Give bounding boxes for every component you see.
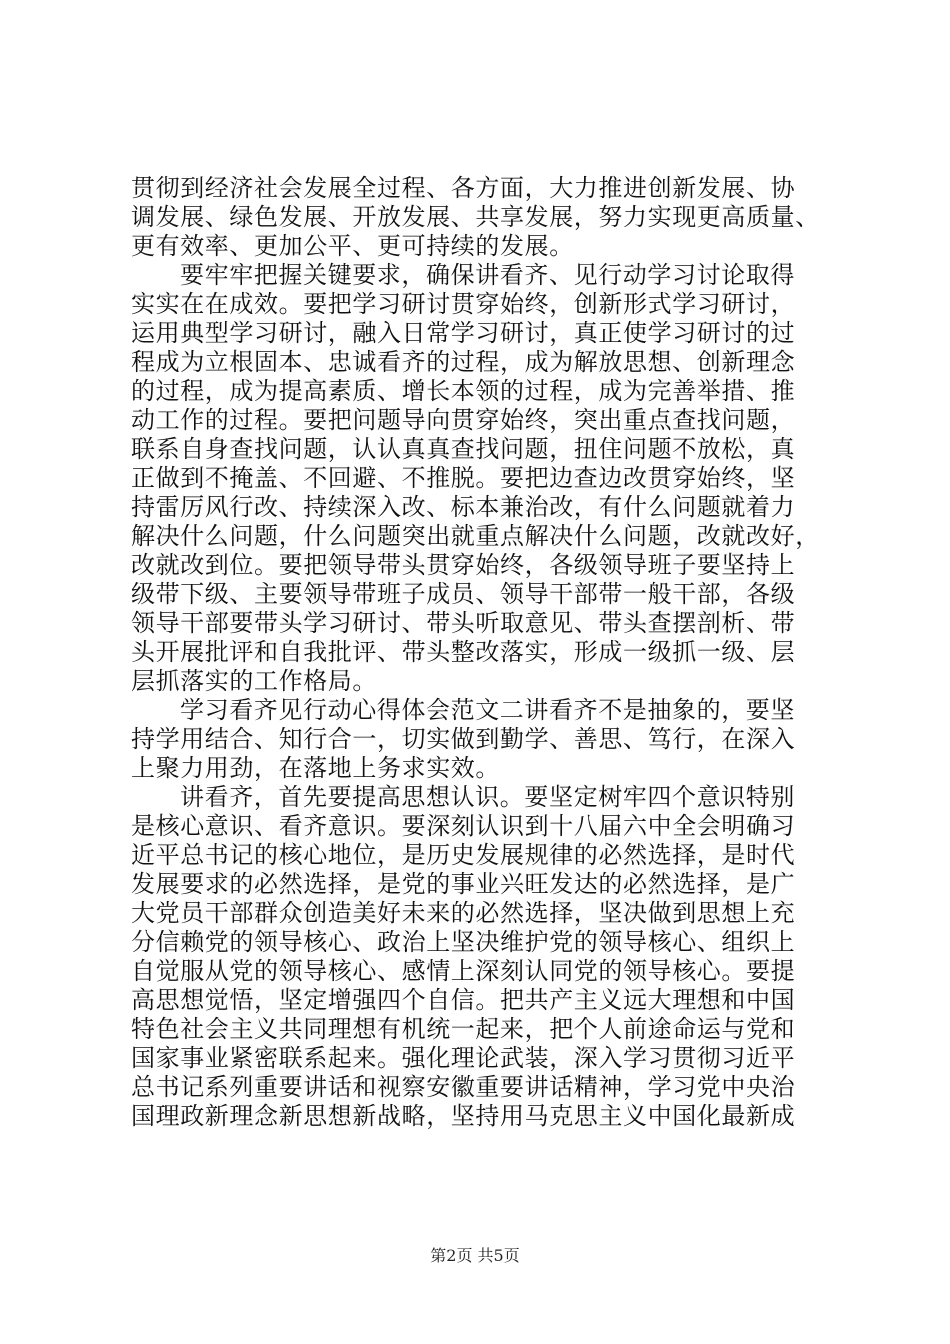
text-line: 调发展、绿色发展、开放发展、共享发展，努力实现更高质量、: [131, 203, 820, 231]
page-footer: 第2页 共5页: [430, 1246, 520, 1265]
text-line: 动工作的过程。要把问题导向贯穿始终，突出重点查找问题，: [131, 406, 796, 434]
text-line: 特色社会主义共同理想有机统一起来，把个人前途命运与党和: [131, 1015, 796, 1043]
text-line: 运用典型学习研讨，融入日常学习研讨，真正使学习研讨的过: [131, 319, 796, 347]
text-line: 改就改到位。要把领导带头贯穿始终，各级领导班子要坚持上: [131, 551, 796, 579]
text-line: 实实在在成效。要把学习研讨贯穿始终，创新形式学习研讨，: [131, 290, 796, 318]
text-line: 正做到不掩盖、不回避、不推脱。要把边查边改贯穿始终，坚: [131, 464, 796, 492]
text-line: 总书记系列重要讲话和视察安徽重要讲话精神，学习党中央治: [131, 1073, 796, 1101]
text-line: 发展要求的必然选择，是党的事业兴旺发达的必然选择，是广: [131, 870, 796, 898]
paragraph-start-line: 学习看齐见行动心得体会范文二讲看齐不是抽象的，要坚: [180, 696, 795, 724]
text-line: 国家事业紧密联系起来。强化理论武装，深入学习贯彻习近平: [131, 1044, 796, 1072]
text-line: 近平总书记的核心地位，是历史发展规律的必然选择，是时代: [131, 841, 796, 869]
paragraph-start-line: 要牢牢把握关键要求，确保讲看齐、见行动学习讨论取得: [180, 261, 795, 289]
text-line: 上聚力用劲，在落地上务求实效。: [131, 754, 500, 782]
text-line: 自觉服从党的领导核心、感情上深刻认同党的领导核心。要提: [131, 957, 796, 985]
text-line: 高思想觉悟，坚定增强四个自信。把共产主义远大理想和中国: [131, 986, 796, 1014]
text-line: 是核心意识、看齐意识。要深刻认识到十八届六中全会明确习: [131, 812, 796, 840]
text-line: 持学用结合、知行合一，切实做到勤学、善思、笃行，在深入: [131, 725, 796, 753]
text-line: 领导干部要带头学习研讨、带头听取意见、带头查摆剖析、带: [131, 609, 796, 637]
text-line: 级带下级、主要领导带班子成员、领导干部带一般干部，各级: [131, 580, 796, 608]
text-line: 程成为立根固本、忠诚看齐的过程，成为解放思想、创新理念: [131, 348, 796, 376]
document-body: [131, 174, 831, 1131]
text-line: 持雷厉风行改、持续深入改、标本兼治改，有什么问题就着力: [131, 493, 796, 521]
text-line: 更有效率、更加公平、更可持续的发展。: [131, 232, 574, 260]
text-line: 联系自身查找问题，认认真真查找问题，扭住问题不放松，真: [131, 435, 796, 463]
paragraph-start-line: 讲看齐，首先要提高思想认识。要坚定树牢四个意识特别: [180, 783, 795, 811]
text-line: 解决什么问题，什么问题突出就重点解决什么问题，改就改好，: [131, 522, 820, 550]
text-line: 国理政新理念新思想新战略，坚持用马克思主义中国化最新成: [131, 1102, 796, 1130]
text-line: 头开展批评和自我批评、带头整改落实，形成一级抓一级、层: [131, 638, 796, 666]
text-line: 层抓落实的工作格局。: [131, 667, 377, 695]
text-line: 贯彻到经济社会发展全过程、各方面，大力推进创新发展、协: [131, 174, 796, 202]
text-line: 大党员干部群众创造美好未来的必然选择，坚决做到思想上充: [131, 899, 796, 927]
text-line: 的过程，成为提高素质、增长本领的过程，成为完善举措、推: [131, 377, 796, 405]
text-line: 分信赖党的领导核心、政治上坚决维护党的领导核心、组织上: [131, 928, 796, 956]
